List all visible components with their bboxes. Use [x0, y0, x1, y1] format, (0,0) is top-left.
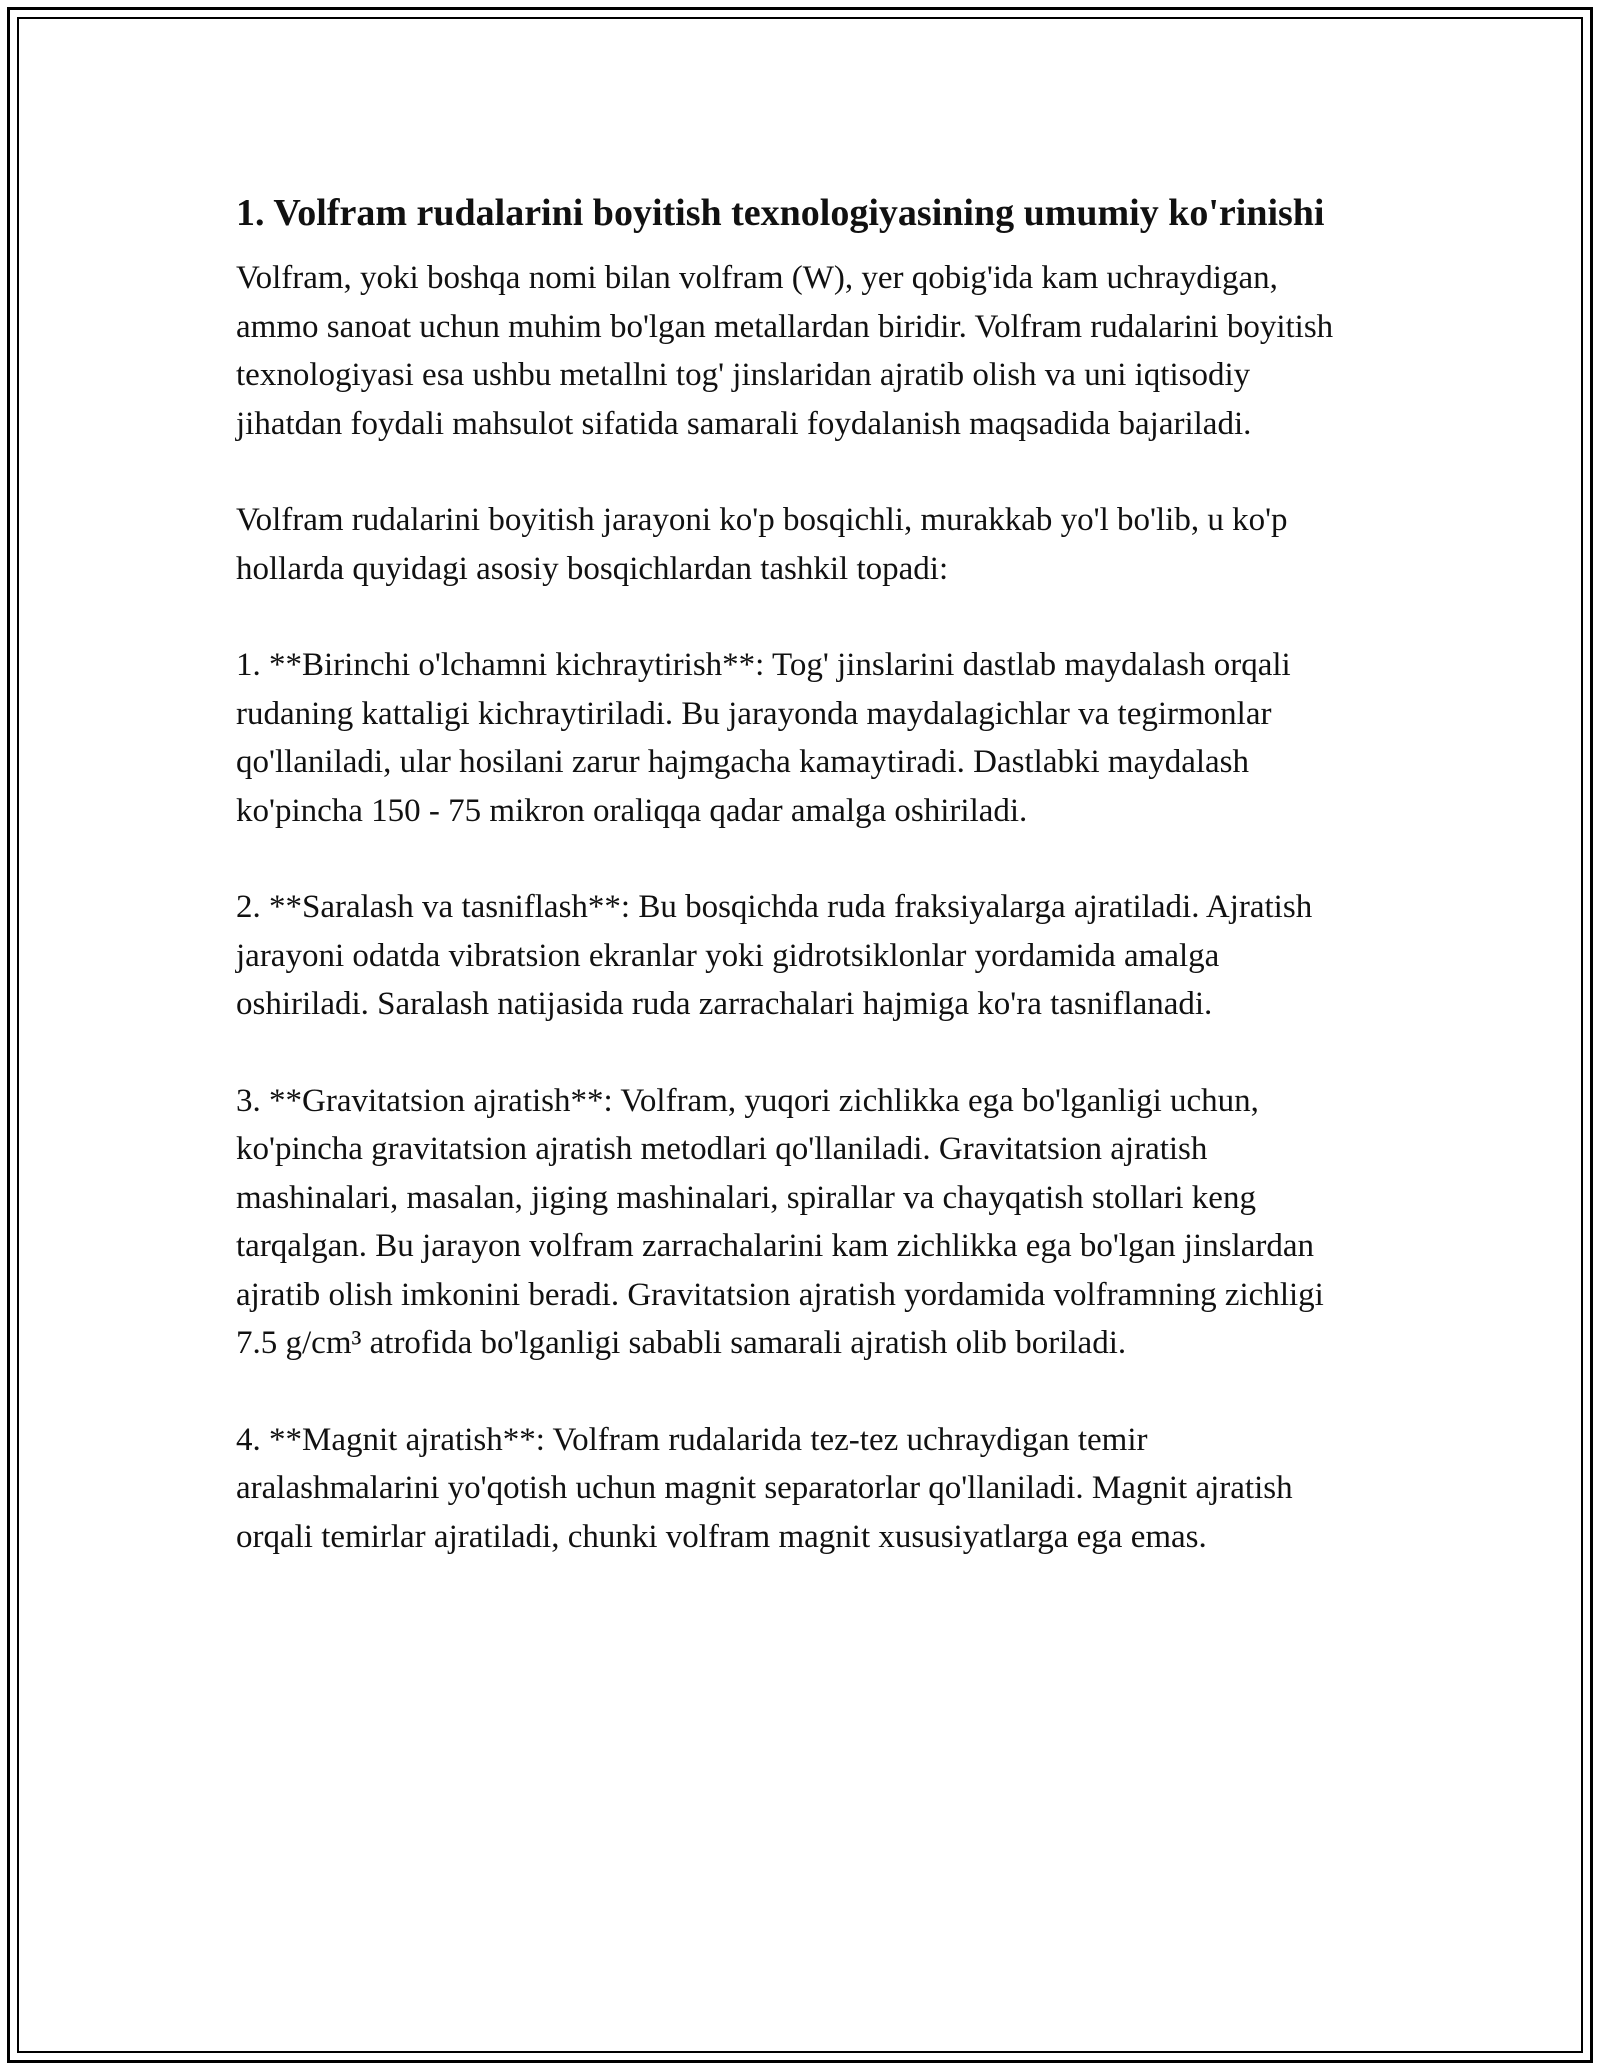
- paragraph-step-2: 2. **Saralash va tasniflash**: Bu bosqichda ruda fraksiyalarga ajratiladi. Ajratish jarayoni odatda vibratsion ekranlar yoki gidrotsiklonlar yordamida amalga oshiriladi. Saralash natijasida ruda zarrachalari hajmiga ko'ra tasniflanadi.: [236, 889, 1313, 1022]
- paragraph-step-1: 1. **Birinchi o'lchamni kichraytirish**: Tog' jinslarini dastlab maydalash orqali rudaning kattaligi kichraytiriladi. Bu jarayonda maydalagichlar va tegirmonlar qo'llaniladi, ular hosilani zarur hajmgacha kamaytiradi. Dastlabki maydalash ko'pincha 150 - 75 mikron oraliqqa qadar amalga oshiriladi.: [236, 647, 1291, 829]
- paragraph-process-overview: Volfram rudalarini boyitish jarayoni ko'p bosqichli, murakkab yo'l bo'lib, u ko'p hollarda quyidagi asosiy bosqichlardan tashkil topadi:: [236, 502, 1288, 587]
- paragraph-step-3: 3. **Gravitatsion ajratish**: Volfram, yuqori zichlikka ega bo'lganligi uchun, ko'pincha gravitatsion ajratish metodlari qo'llaniladi. Gravitatsion ajratish mashinalari, masalan, jiging mashinalari, spirallar va chayqatish stollari keng tarqalgan. Bu jarayon volfram zarrachalarini kam zichlikka ega bo'lgan jinslardan ajratib olish imkonini beradi. Gravitatsion ajratish yordamida volframning zichligi 7.5 g/cm³ atrofida bo'lganligi sababli samarali ajratish olib boriladi.: [236, 1082, 1324, 1361]
- paragraph-intro: Volfram, yoki boshqa nomi bilan volfram (W), yer qobig'ida kam uchraydigan, ammo sanoat uchun muhim bo'lgan metallardan biridir. Volfram rudalarini boyitish texnologiyasi esa ushbu metallni tog' jinslaridan ajratib olish va uni iqtisodiy jihatdan foydali mahsulot sifatida samarali foydalanish maqsadida bajariladi.: [236, 260, 1334, 442]
- paragraph-step-4: 4. **Magnit ajratish**: Volfram rudalarida tez-tez uchraydigan temir aralashmalarini yo'qotish uchun magnit separatorlar qo'llaniladi. Magnit ajratish orqali temirlar ajratiladi, chunki volfram magnit xususiyatlarga ega emas.: [236, 1421, 1293, 1555]
- document-body: [236, 186, 1356, 1609]
- section-heading: 1. Volfram rudalarini boyitish texnologiyasining umumiy ko'rinishi: [236, 192, 1325, 234]
